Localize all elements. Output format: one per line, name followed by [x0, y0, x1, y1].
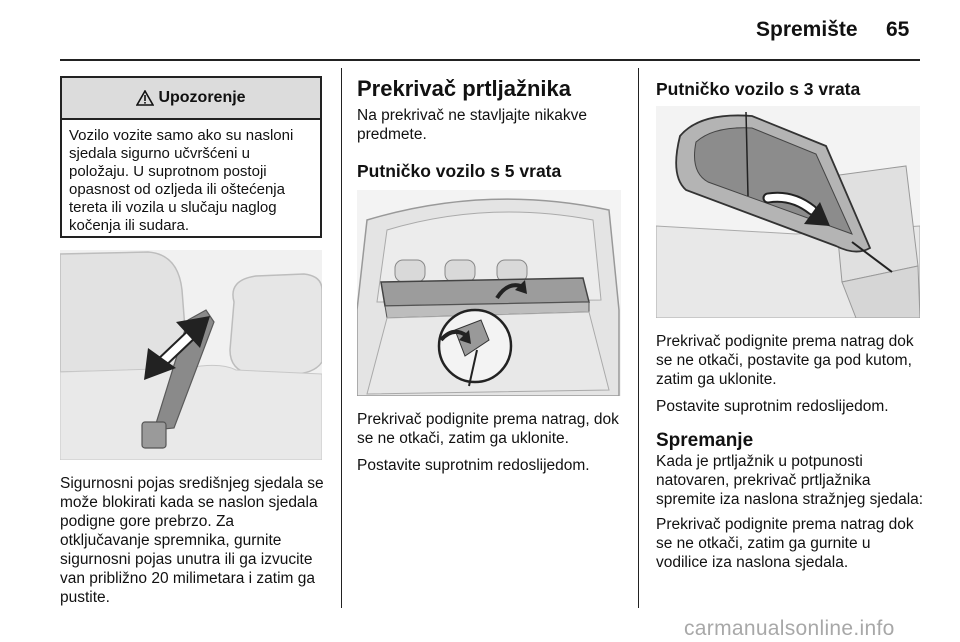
warning-text: Vozilo vozite samo ako su nasloni sjedala sigurno učvršćeni u položaju. U suprotnom postoji opasnost od ozljeda ili oštećenja tereta ili vozila u slučaju naglog kočenja ili sudara. [69, 127, 294, 234]
warning-title: Upozorenje [158, 89, 246, 106]
intro-paragraph: Na prekrivač ne stavljajte nikakve predmete. [357, 107, 588, 143]
five-door-subtitle: Putničko vozilo s 5 vrata [357, 161, 562, 181]
five-door-paragraph: Prekrivač podignite prema natrag, dok se ne otkači, zatim ga uklonite. [357, 411, 619, 447]
column-divider [638, 68, 639, 608]
three-door-paragraph: Prekrivač podignite prema natrag dok se ne otkači, postavite ga pod kutom, zatim ga uklonite. [656, 333, 914, 388]
storage-heading: Spremanje [656, 430, 754, 451]
header-rule [60, 59, 920, 61]
page-header-title: Spremište [756, 18, 858, 41]
storage-instructions-paragraph: Prekrivač podignite prema natrag dok se ne otkači, zatim ga gurnite u vodilice iza naslona sjedala. [656, 516, 914, 571]
section-title: Prekrivač prtljažnika [357, 76, 572, 101]
column-2-bottom [357, 410, 625, 475]
column-3-bottom [656, 332, 926, 572]
five-door-reverse-paragraph: Postavite suprotnim redoslijedom. [357, 457, 590, 474]
seatbelt-illustration [60, 250, 322, 460]
warning-box [60, 76, 322, 238]
column-2-top [357, 76, 625, 182]
warning-header [62, 78, 320, 120]
warning-triangle-icon [136, 90, 154, 106]
seatbelt-paragraph: Sigurnosni pojas središnjeg sjedala se može blokirati kada se naslon sjedala podigne gore prebrzo. Za otključavanje spremnika, gurnite sigurnosni pojas unutra ili ga izvucite van približno 20 milimetara i zatim ga pustite. [60, 475, 324, 606]
three-door-subtitle: Putničko vozilo s 3 vrata [656, 79, 861, 99]
page-number: 65 [886, 18, 910, 41]
seatbelt-paragraph-block [60, 474, 324, 607]
column-divider [341, 68, 342, 608]
storage-paragraph: Kada je prtljažnik u potpunosti natovaren, prekrivač prtljažnika spremite iza naslona stražnjeg sjedala: [656, 453, 924, 508]
five-door-cover-illustration [357, 190, 621, 396]
three-door-cover-illustration [656, 106, 920, 318]
three-door-reverse-paragraph: Postavite suprotnim redoslijedom. [656, 398, 889, 415]
column-3-top [656, 78, 926, 100]
watermark: carmanualsonline.info [684, 617, 895, 640]
